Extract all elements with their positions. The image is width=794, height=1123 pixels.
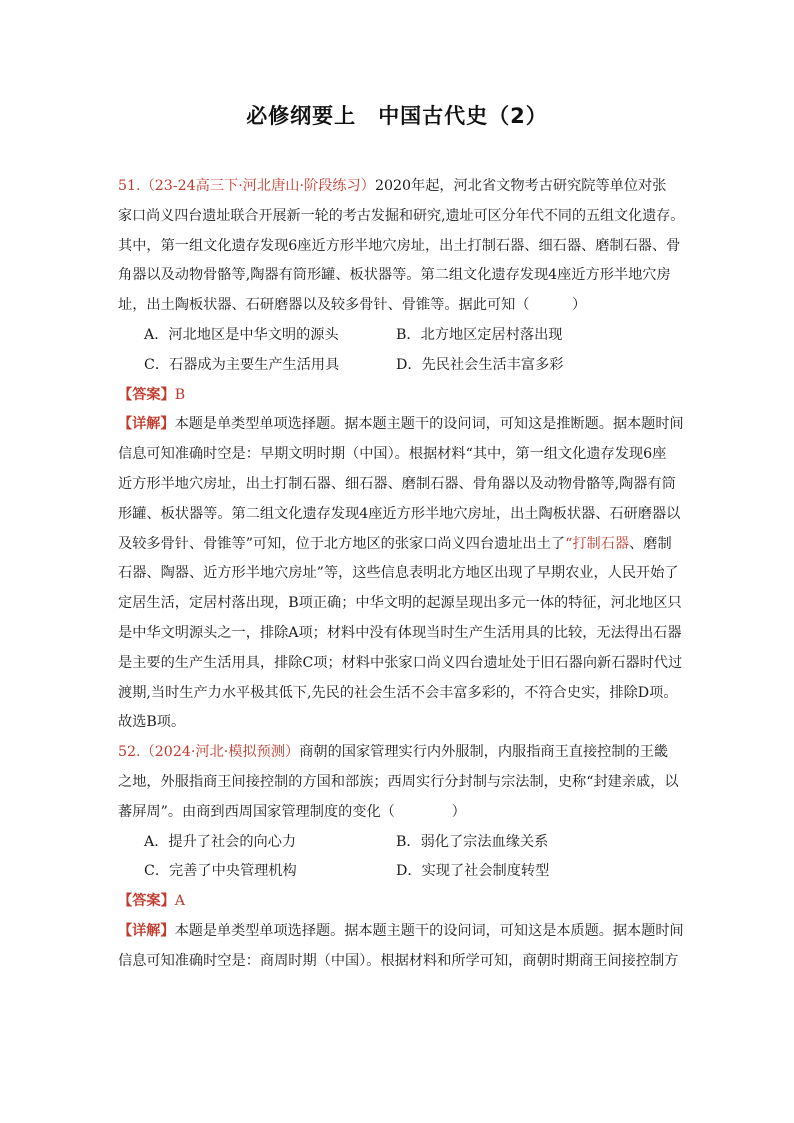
q52-answer-label: 【答案】 <box>118 893 175 910</box>
q52-options-row-2 <box>118 857 684 887</box>
q51-answer-label: 【答案】 <box>118 386 175 403</box>
q51-detail-text: 本题是单类型单项选择题。据本题主题干的设问词，可知这是推断题。据本题时间 <box>174 416 684 433</box>
q52-option-d[interactable]: D．实现了社会制度转型 <box>396 863 550 880</box>
q52-detail-line-1 <box>118 917 684 947</box>
q51-detail-line: 石器、陶器、近方形半地穴房址”等，这些信息表明北方地区出现了早期农业，人民开始了 <box>118 565 679 582</box>
q51-stem-line: 家口尚义四台遗址联合开展新一轮的考古发掘和研究,遗址可区分年代不同的五组文化遗存。 <box>118 207 685 224</box>
q52-stem-line: 之地，外服指商王间接控制的方国和部族；西周实行分封制与宗法制，史称“封建亲戚，以 <box>118 773 679 790</box>
q51-stem-line: 角器以及动物骨骼等,陶器有筒形罐、板状器等。第二组文化遗存发现4座近方形半地穴房 <box>118 267 671 284</box>
q52-detail-line: 信息可知准确时空是：商周时期（中国）。根据材料和所学可知，商朝时期商王间接控制方 <box>118 952 679 969</box>
q52-source: （2024·河北·模拟预测） <box>140 744 300 761</box>
q52-option-c[interactable]: C．完善了中央管理机构 <box>144 863 297 880</box>
q52-option-b[interactable]: B．弱化了宗法血缘关系 <box>396 833 549 850</box>
q51-line-1 <box>118 172 684 202</box>
q51-detail-line: 定居生活，定居村落出现，B项正确；中华文明的起源呈现出多元一体的特征，河北地区只 <box>118 595 682 612</box>
q51-option-c[interactable]: C．石器成为主要生产生活用具 <box>144 356 340 373</box>
q52-line-1 <box>118 738 684 768</box>
q52-stem-line: 商朝的国家管理实行内外服制，内服指商王直接控制的王畿 <box>299 744 669 761</box>
q51-detail-line: 形罐、板状器等。第二组文化遗存发现4座近方形半地穴房址，出土陶板状器、石研磨器以 <box>118 505 681 522</box>
q51-answer <box>118 381 684 411</box>
q52-options-row-1 <box>118 828 684 858</box>
q52-detail-text: 本题是单类型单项选择题。据本题主题干的设问词，可知这是本质题。据本题时间 <box>174 922 684 939</box>
question-list <box>118 172 684 977</box>
q51-answer-value: B <box>174 386 186 403</box>
q51-detail-line: 渡期,当时生产力水平极其低下,先民的社会生活不会丰富多彩的，不符合史实，排除D项。 <box>118 684 678 701</box>
q51-detail-line: 近方形半地穴房址，出土打制石器、细石器、磨制石器、骨角器以及动物骨骼等,陶器有筒 <box>118 475 676 492</box>
q51-option-a[interactable]: A．河北地区是中华文明的源头 <box>144 326 339 343</box>
q51-detail-line-1 <box>118 410 684 440</box>
q51-detail-text: 、磨制 <box>629 535 672 552</box>
q51-options-row-2 <box>118 351 684 381</box>
q52-number: 52. <box>118 744 141 761</box>
q51-stem-line: 其中，第一组文化遗存发现6座近方形半地穴房址，出土打制石器、细石器、磨制石器、骨 <box>118 237 681 254</box>
page-title <box>0 100 794 130</box>
q51-detail-label: 【详解】 <box>118 416 175 433</box>
q51-options-row-1 <box>118 321 684 351</box>
q51-option-b[interactable]: B．北方地区定居村落出现 <box>396 326 563 343</box>
q51-stem-line: 址，出土陶板状器、石研磨器以及较多骨针、骨锥等。据此可知（ ） <box>118 297 587 314</box>
q51-number: 51. <box>118 178 141 194</box>
q51-detail-line: 信息可知准确时空是：早期文明时期（中国）。根据材料“其中，第一组文化遗存发现6座 <box>118 446 667 463</box>
q51-detail-text: 及较多骨针、骨锥等”可知，位于北方地区的张家口尚义四台遗址出土了 <box>118 535 566 552</box>
q51-source: （23-24高三下·河北唐山·阶段练习） <box>140 178 375 194</box>
q51-detail-line: 故选B项。 <box>118 714 186 731</box>
title-left: 必修纲要上 <box>246 104 357 128</box>
q51-detail-line: 是主要的生产生活用具，排除C项；材料中张家口尚义四台遗址处于旧石器向新石器时代过 <box>118 654 683 671</box>
q51-detail-line <box>118 530 684 560</box>
q51-detail-highlight: “打制石器 <box>565 535 630 552</box>
q51-stem-line: 2020年起，河北省文物考古研究院等单位对张 <box>374 178 667 194</box>
q52-answer <box>118 887 684 917</box>
q52-detail-label: 【详解】 <box>118 922 175 939</box>
q51-detail-line: 是中华文明源头之一，排除A项；材料中没有体现当时生产生活用具的比较，无法得出石器 <box>118 624 682 641</box>
q52-stem-line: 蕃屏周”。由商到西周国家管理制度的变化（ ） <box>118 803 466 820</box>
q52-answer-value: A <box>174 893 186 910</box>
q52-option-a[interactable]: A．提升了社会的向心力 <box>144 833 297 850</box>
q51-option-d[interactable]: D．先民社会生活丰富多彩 <box>396 356 564 373</box>
title-right: 中国古代史（2） <box>378 104 548 128</box>
